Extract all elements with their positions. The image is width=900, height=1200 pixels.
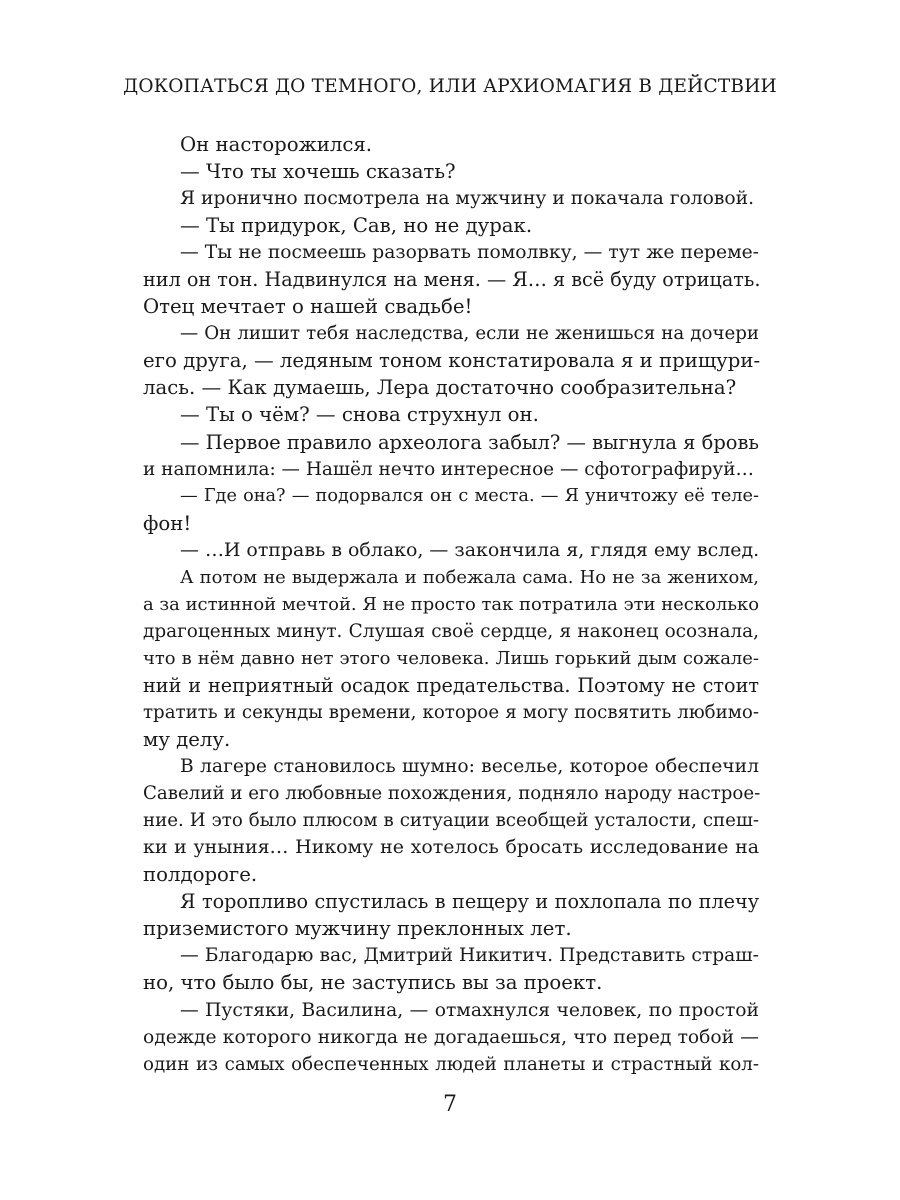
text-line: лась. — Как думаешь, Лера достаточно сообразительна? (143, 376, 737, 400)
text-line: Отец мечтает о нашей свадьбе! (143, 295, 473, 319)
text-line: Он насторожился. (180, 133, 373, 156)
text-line: тратить и секунды времени, которое я могу посвятить любимо- (143, 701, 759, 723)
text-line: а за истинной мечтой. Я не просто так потратила эти несколько (143, 593, 759, 615)
text-line: Я торопливо спустилась в пещеру и похлопала по плечу (180, 890, 759, 914)
text-line: — Первое правило археолога забыл? — выгнула я бровь (180, 430, 759, 454)
text-line: что в нём давно нет этого человека. Лишь горький дым сожале- (143, 647, 759, 669)
text-line: — …И отправь в облако, — закончила я, глядя ему вслед. (180, 538, 760, 561)
text-line: А потом не выдержала и побежала сама. Но не за женихом, (180, 566, 759, 588)
text-line: — Что ты хочешь сказать? (180, 160, 456, 184)
text-line: — Пустяки, Василина, — отмахнулся человек, по простой (180, 999, 759, 1021)
body-text (143, 131, 759, 1078)
text-line: — Благодарю вас, Дмитрий Никитич. Представить страш- (180, 945, 759, 967)
text-line: му делу. (143, 728, 231, 752)
running-head: ДОКОПАТЬСЯ ДО ТЕМНОГО, ИЛИ АРХИОМАГИЯ В ДЕЙСТВИИ (123, 76, 777, 97)
text-line: одежде которого никогда не догадаешься, что перед тобой — (143, 1026, 759, 1048)
text-line: приземистого мужчину преклонных лет. (143, 917, 572, 941)
text-line: ки и уныния… Никому не хотелось бросать исследование на (143, 836, 759, 859)
text-line: фон! (143, 511, 192, 535)
text-line: — Ты придурок, Сав, но не дурак. (180, 214, 533, 238)
text-line: Савелий и его любовные похождения, подняло народу настрое- (143, 783, 761, 805)
text-line: Я иронично посмотрела на мужчину и покачала головой. (180, 188, 755, 210)
text-line: но, что было бы, не заступись вы за проект. (143, 971, 603, 995)
text-line: один из самых обеспеченных людей планеты и страстный кол- (143, 1053, 759, 1075)
text-line: ние. И это было плюсом в ситуации всеобщей усталости, спеш- (143, 810, 759, 832)
text-line: — Он лишит тебя наследства, если не женишься на дочери (180, 323, 759, 345)
text-line: драгоценных минут. Слушая своё сердце, я наконец осознала, (143, 620, 759, 642)
text-line: полдороге. (143, 863, 258, 887)
page-number: 7 (443, 1092, 457, 1117)
text-line: нил он тон. Надвинулся на меня. — Я… я всё буду отрицать. (143, 268, 761, 292)
text-line: ний и неприятный осадок предательства. Поэтому не стоит (143, 673, 759, 697)
text-line: В лагере становилось шумно: веселье, которое обеспечил (180, 756, 759, 778)
text-line: его друга, — ледяным тоном констатировала я и прищури- (143, 349, 761, 373)
text-line: — Где она? — подорвался он с места. — Я уничтожу её теле- (180, 485, 759, 506)
text-line: и напомнила: — Нашёл нечто интересное — сфотографируй… (143, 458, 754, 480)
text-line: — Ты о чём? — снова струхнул он. (180, 403, 539, 427)
text-line: — Ты не посмеешь разорвать помолвку, — тут же переме- (180, 242, 759, 264)
